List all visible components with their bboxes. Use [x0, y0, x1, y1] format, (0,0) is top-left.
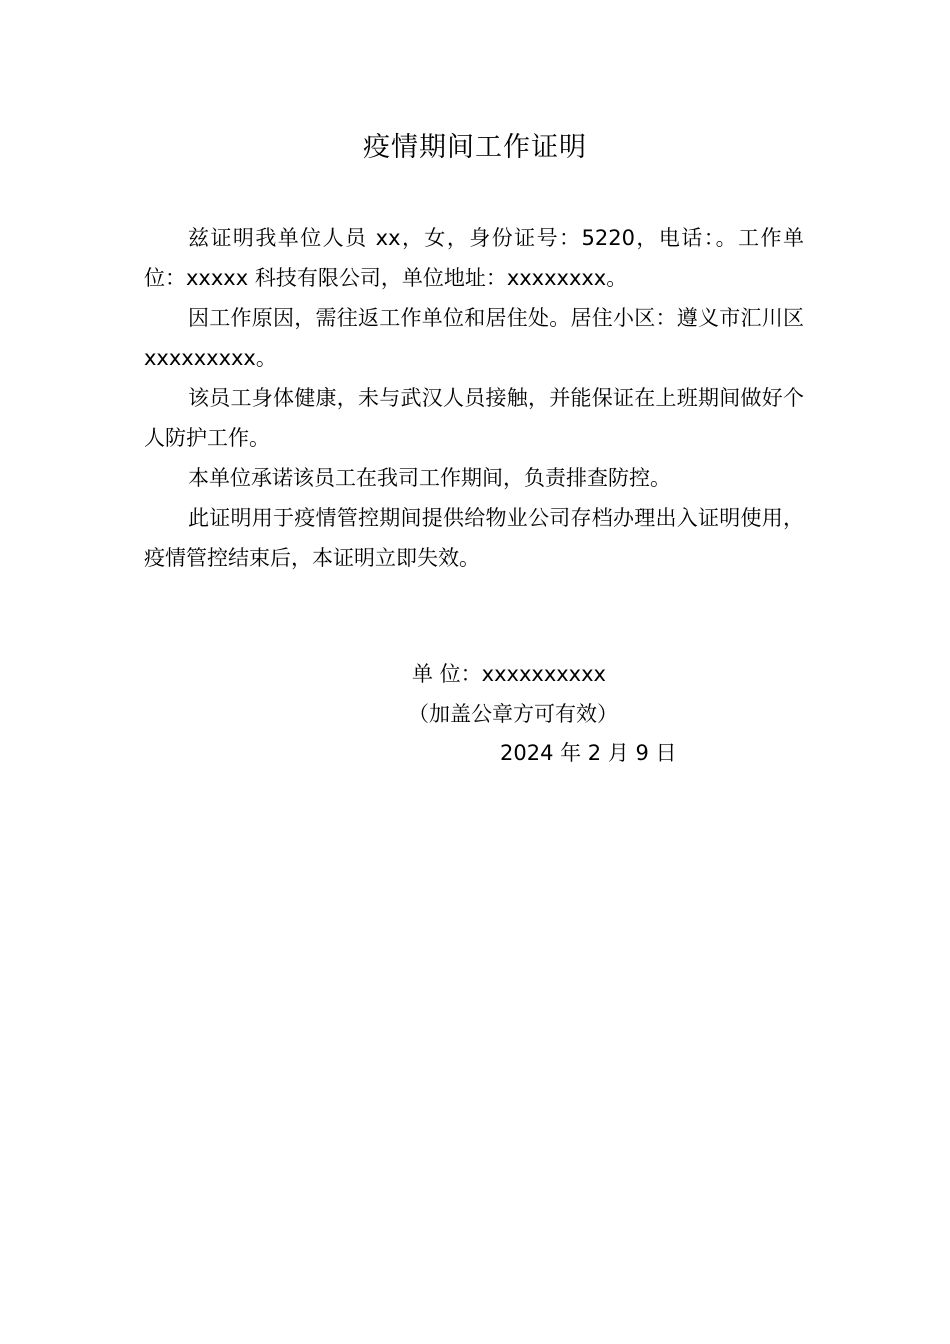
- paragraph-commute-reason: 因工作原因，需往返工作单位和居住处。居住小区：遵义市汇川区 xxxxxxxxx。: [144, 306, 804, 370]
- document-body: [144, 218, 804, 578]
- paragraph-health-statement: 该员工身体健康，未与武汉人员接触，并能保证在上班期间做好个人防护工作。: [144, 386, 804, 450]
- paragraph-employee-info: 兹证明我单位人员 xx，女，身份证号：5220，电话：。工作单位：xxxxx 科技有限公司，单位地址：xxxxxxxx。: [144, 226, 804, 290]
- signature-date: 2024 年 2 月 9 日: [500, 741, 677, 765]
- signature-seal-note: （加盖公章方可有效）: [408, 702, 618, 726]
- paragraph-company-commitment: 本单位承诺该员工在我司工作期间，负责排查防控。: [188, 466, 671, 490]
- document-title: 疫情期间工作证明: [363, 132, 587, 163]
- signature-unit: 单 位：xxxxxxxxxx: [412, 662, 606, 686]
- paragraph-usage-validity: 此证明用于疫情管控期间提供给物业公司存档办理出入证明使用，疫情管控结束后，本证明立即失效。: [144, 506, 804, 570]
